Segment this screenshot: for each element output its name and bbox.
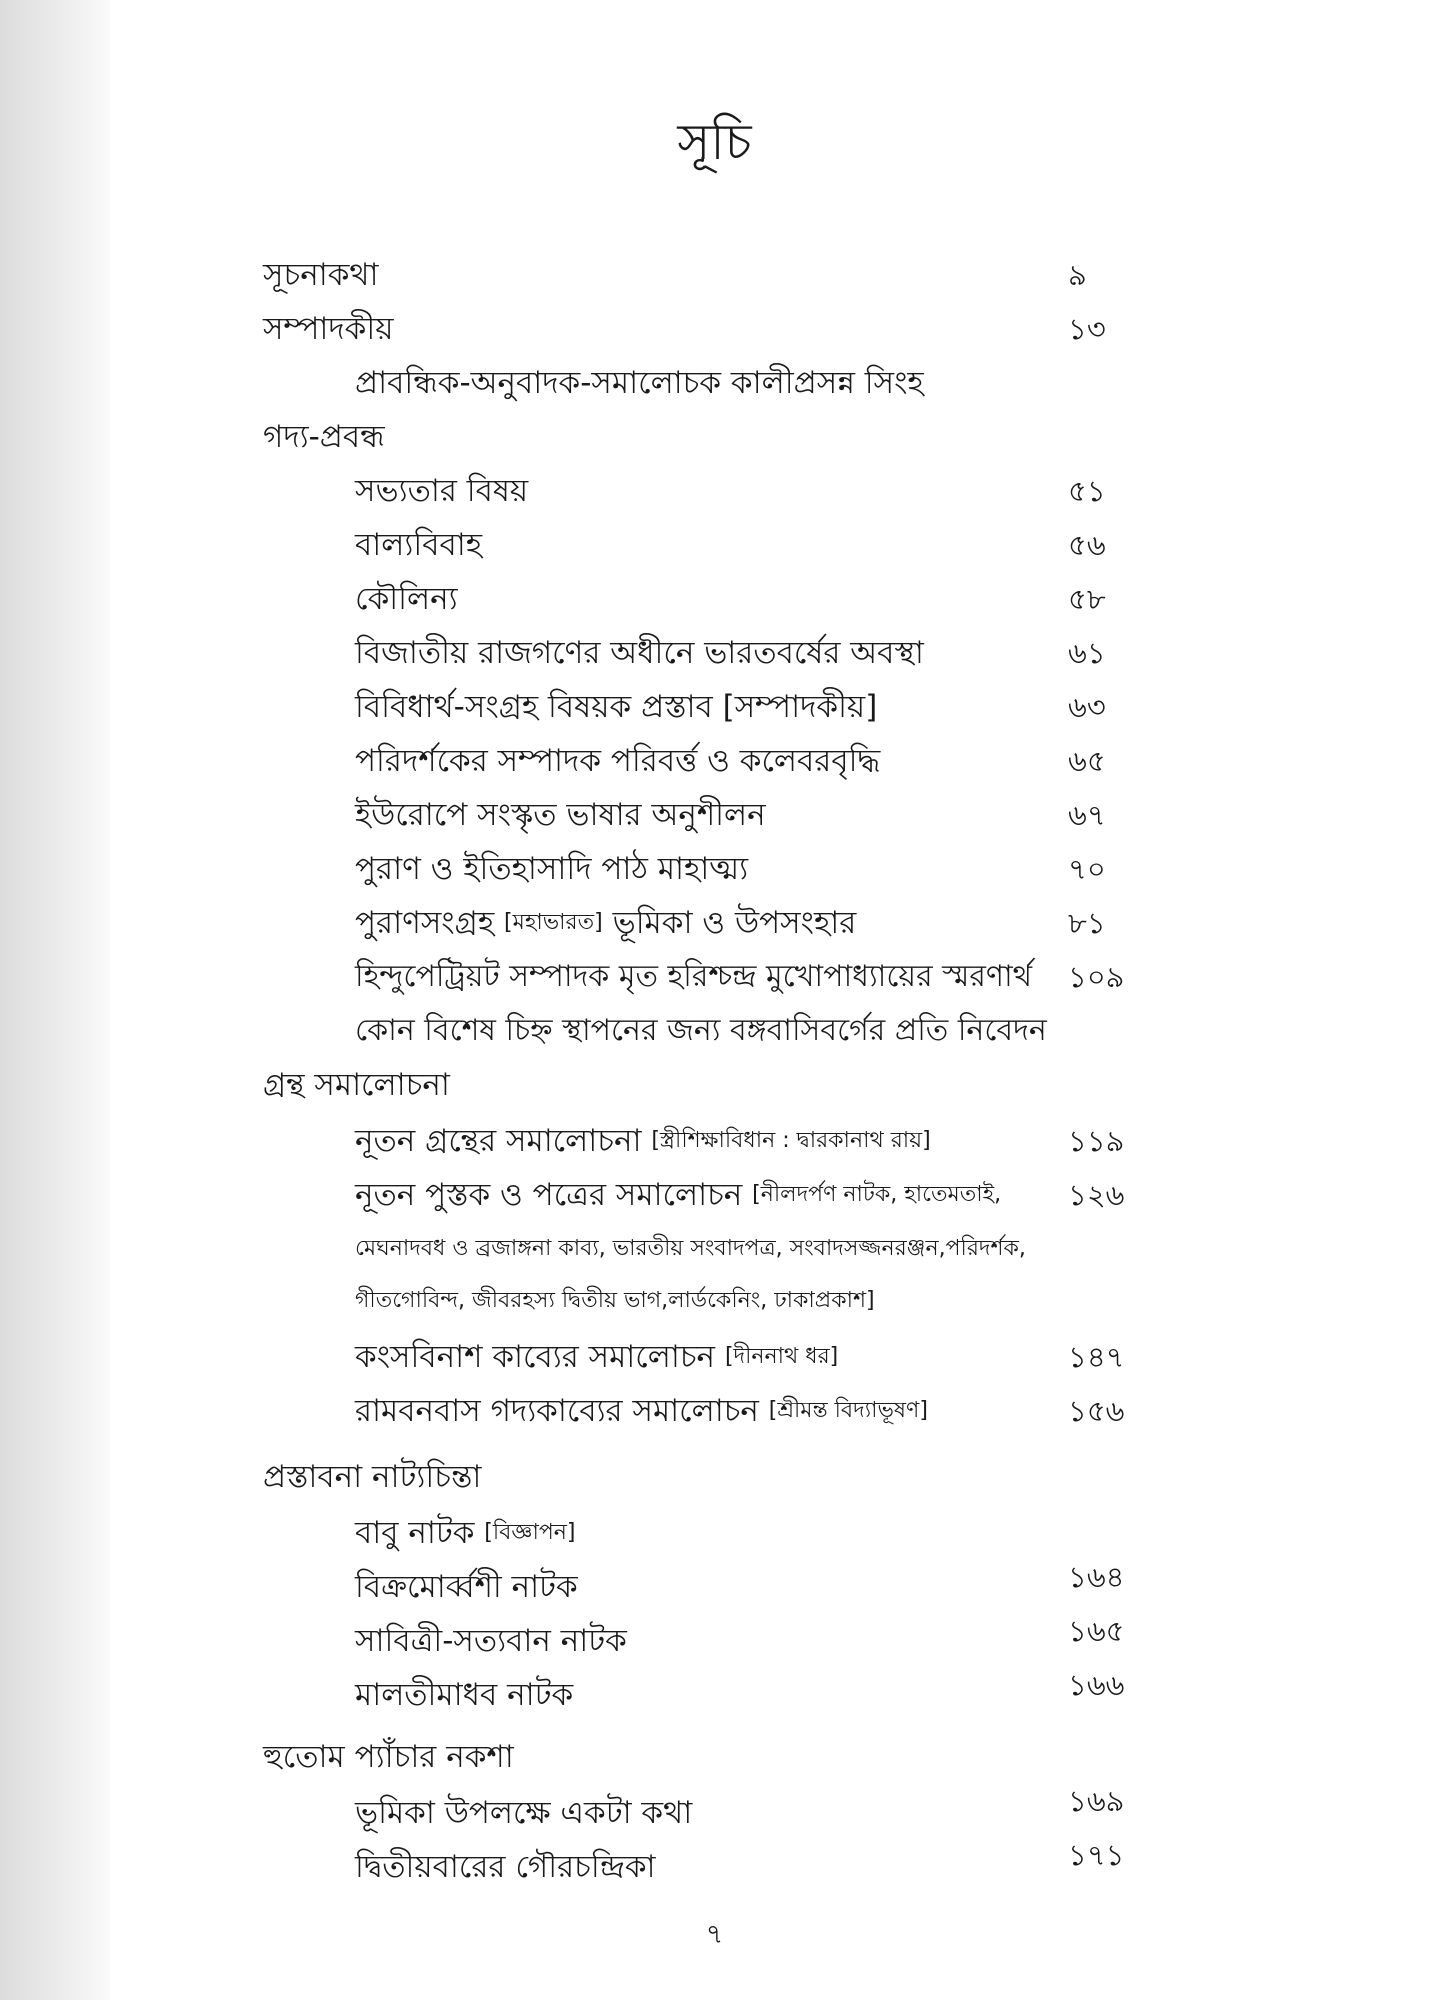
toc-entry[interactable] — [355, 1786, 692, 1840]
toc-entry-title: বিজাতীয় রাজগণের অধীনে ভারতবর্ষের অবস্থা — [355, 635, 924, 671]
toc-entry-title: প্রাবন্ধিক-অনুবাদক-সমালোচক কালীপ্রসন্ন সিংহ — [355, 365, 924, 401]
toc-entry-title: সাবিত্রী-সত্যবান নাটক — [355, 1623, 627, 1659]
toc-page-number: ৬৩ — [1068, 690, 1106, 724]
toc-entry-title: সভ্যতার বিষয় — [355, 473, 529, 509]
toc-entry-title: দ্বিতীয়বারের গৌরচন্দ্রিকা — [355, 1849, 656, 1885]
toc-entry-title: বিক্রমোর্ব্বশী নাটক — [355, 1569, 578, 1605]
toc-entry-note-line: মেঘনাদবধ ও ব্রজাঙ্গনা কাব্য, ভারতীয় সংবাদপত্র, সংবাদসজ্জনরঞ্জন,পরিদর্শক, — [355, 1236, 1026, 1261]
toc-section-heading[interactable] — [263, 248, 378, 302]
toc-page-number: ১২৬ — [1068, 1178, 1125, 1212]
toc-entry[interactable] — [355, 464, 528, 518]
toc-entry[interactable] — [355, 518, 482, 572]
toc-page-number: ৫১ — [1068, 474, 1106, 508]
toc-section-heading[interactable] — [263, 1450, 481, 1504]
toc-entry-title: হিন্দুপেট্রিয়ট সম্পাদক মৃত হরিশ্চন্দ্র মুখোপাধ্যায়ের স্মরণার্থ — [355, 959, 1033, 994]
toc-entry-title: ভূমিকা উপলক্ষে একটা কথা — [355, 1795, 693, 1831]
toc-page-number: ১০৯ — [1068, 960, 1125, 994]
toc-entry-title: রামবনবাস গদ্যকাব্যের সমালোচন — [355, 1393, 759, 1429]
toc-entry-note: [দীননাথ ধর] — [724, 1344, 839, 1369]
toc-page-number: ৮১ — [1068, 906, 1106, 940]
toc-entry-note: [বিজ্ঞাপন] — [484, 1520, 576, 1545]
toc-entry-title: পুরাণসংগ্রহ — [355, 905, 495, 941]
page-gutter-shadow — [0, 0, 110, 2000]
toc-entry[interactable] — [355, 1330, 838, 1384]
toc-entry[interactable] — [355, 1114, 931, 1168]
toc-entry-note-line: গীতগোবিন্দ, জীবরহস্য দ্বিতীয় ভাগ,লার্ডকেনিং, ঢাকাপ্রকাশ] — [355, 1288, 875, 1313]
toc-entry[interactable] — [355, 734, 880, 788]
toc-section-heading[interactable] — [263, 1730, 514, 1784]
toc-entry-title: কংসবিনাশ কাব্যের সমালোচন — [355, 1339, 716, 1375]
toc-entry[interactable] — [355, 680, 877, 734]
toc-entry-title: গ্রন্থ সমালোচনা — [263, 1067, 450, 1103]
page-title: সূচি — [677, 113, 752, 171]
toc-entry-title: সূচনাকথা — [263, 257, 379, 293]
toc-entry-title: বাল্যবিবাহ — [355, 527, 482, 563]
toc-entry-note: [স্ত্রীশিক্ষাবিধান : দ্বারকানাথ রায়] — [651, 1128, 931, 1153]
toc-entry[interactable] — [355, 626, 924, 680]
toc-entry[interactable] — [355, 1506, 576, 1560]
toc-entry-continuation[interactable] — [355, 1226, 1026, 1272]
toc-page-number: ৬৭ — [1068, 798, 1106, 832]
toc-entry-title: বিবিধার্থ-সংগ্রহ বিষয়ক প্রস্তাব — [355, 689, 713, 725]
toc-entry[interactable] — [355, 1840, 656, 1894]
toc-entry[interactable] — [355, 896, 856, 950]
toc-entry-title: বাবু নাটক — [355, 1515, 475, 1551]
toc-entry-note: [সম্পাদকীয়] — [722, 689, 878, 725]
toc-entry-title: ইউরোপে সংস্কৃত ভাষার অনুশীলন — [355, 797, 766, 833]
toc-entry-title: গদ্য-প্রবন্ধ — [263, 419, 385, 455]
toc-page-number: ৬৫ — [1068, 744, 1106, 778]
toc-entry[interactable] — [355, 788, 766, 842]
toc-page-number: ১৬৬ — [1068, 1668, 1125, 1702]
toc-entry[interactable] — [355, 572, 458, 626]
toc-entry[interactable] — [355, 1614, 627, 1668]
toc-entry-continuation[interactable] — [355, 1004, 1047, 1058]
toc-entry-note: [মহাভারত] — [504, 910, 603, 935]
toc-entry[interactable] — [355, 1560, 578, 1614]
page-number-footer: ৭ — [705, 1919, 724, 1950]
toc-entry-title: সম্পাদকীয় — [263, 311, 394, 347]
toc-entry-title: প্রস্তাবনা নাট্যচিন্তা — [263, 1459, 482, 1495]
toc-entry[interactable] — [355, 842, 748, 896]
toc-page-number: ৬১ — [1068, 636, 1106, 670]
toc-section-heading[interactable] — [263, 1058, 450, 1112]
toc-page-number: ৫৬ — [1068, 528, 1106, 562]
toc-page-number: ১৬৪ — [1068, 1560, 1125, 1594]
toc-entry-title: কোন বিশেষ চিহ্ন স্থাপনের জন্য বঙ্গবাসিবর্গের প্রতি নিবেদন — [355, 1013, 1047, 1048]
toc-entry-note: [নীলদর্পণ নাটক, হাতেমতাই, — [752, 1182, 1002, 1207]
toc-entry[interactable] — [355, 1168, 1001, 1222]
toc-entry-title: নূতন গ্রন্থের সমালোচনা — [355, 1123, 642, 1159]
toc-entry-title: হুতোম প্যাঁচার নকশা — [263, 1739, 514, 1775]
toc-page-number: ১৬৯ — [1068, 1784, 1125, 1818]
toc-entry-continuation[interactable] — [355, 1278, 875, 1324]
toc-entry[interactable] — [355, 950, 1032, 1004]
toc-entry-title: পুরাণ ও ইতিহাসাদি পাঠ মাহাত্ম্য — [355, 851, 749, 887]
toc-page-number: ১৩ — [1068, 312, 1106, 346]
toc-entry[interactable] — [355, 1668, 573, 1722]
toc-page-number: ৭০ — [1068, 852, 1106, 886]
toc-entry-title: মালতীমাধব নাটক — [355, 1677, 574, 1713]
toc-page-number: ১১৯ — [1068, 1124, 1125, 1158]
toc-entry-title: কৌলিন্য — [355, 581, 458, 617]
toc-entry-title: পরিদর্শকের সম্পাদক পরিবর্ত্ত ও কলেবরবৃদ্ধি — [355, 743, 881, 779]
toc-entry[interactable] — [355, 356, 924, 410]
toc-entry[interactable] — [355, 1384, 928, 1438]
toc-entry-note: [শ্রীমন্ত বিদ্যাভূষণ] — [768, 1398, 928, 1423]
toc-page-number: ৯ — [1068, 258, 1087, 292]
toc-page-number: ১৬৫ — [1068, 1614, 1125, 1648]
toc-entry-title-cont: ভূমিকা ও উপসংহার — [612, 905, 857, 941]
toc-entry-title: নূতন পুস্তক ও পত্রের সমালোচন — [355, 1177, 743, 1213]
toc-page-number: ১৪৭ — [1068, 1340, 1125, 1374]
toc-page-number: ৫৮ — [1068, 582, 1106, 616]
toc-section-heading[interactable] — [263, 410, 385, 464]
toc-page-number: ১৫৬ — [1068, 1394, 1125, 1428]
toc-page-number: ১৭১ — [1068, 1838, 1125, 1872]
toc-section-heading[interactable] — [263, 302, 394, 356]
